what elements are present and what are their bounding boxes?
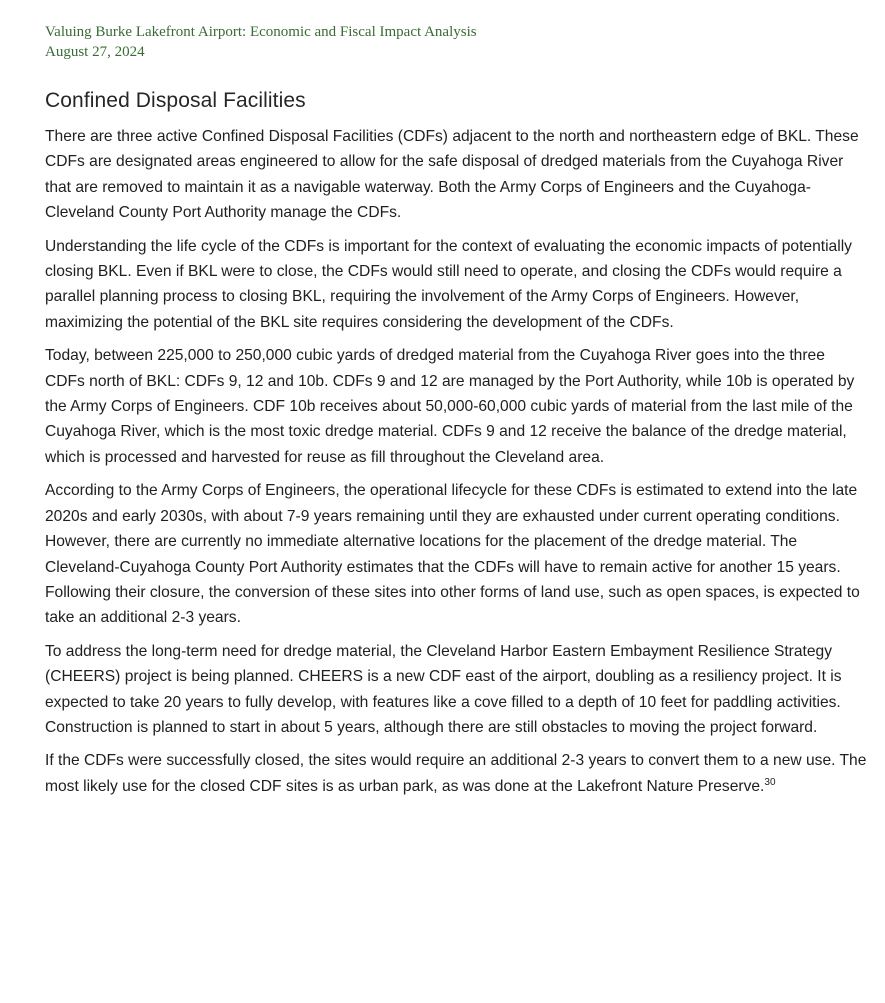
paragraph-4: According to the Army Corps of Engineers, the operational lifecycle for these CDFs is estimated to extend into the late 2020s and early 2030s, with about 7-9 years remaining until they are exhausted under current operating conditions. However, there are currently no immediate alternative locations for the placement of the dredge material. The Cleveland-Cuyahoga County Port Authority estimates that the CDFs will have to remain active for another 15 years. Following their closure, the conversion of these sites into other forms of land use, such as open spaces, is expected to take an additional 2-3 years. (45, 482, 860, 627)
paragraph-5: To address the long-term need for dredge material, the Cleveland Harbor Eastern Embayment Resilience Strategy (CHEERS) project is being planned. CHEERS is a new CDF east of the airport, doubling as a resiliency project. It is expected to take 20 years to fully develop, with features like a cove filled to a depth of 10 feet for paddling activities. Construction is planned to start in about 5 years, although there are still obstacles to moving the project forward. (45, 642, 842, 736)
paragraph-3: Today, between 225,000 to 250,000 cubic yards of dredged material from the Cuyahoga River goes into the three CDFs north of BKL: CDFs 9, 12 and 10b. CDFs 9 and 12 are managed by the Port Authority, while 10b is operated by the Army Corps of Engineers. CDF 10b receives about 50,000-60,000 cubic yards of material from the last mile of the Cuyahoga River, which is the most toxic dredge material. CDFs 9 and 12 receive the balance of the dredge material, which is processed and harvested for reuse as fill throughout the Cleveland area. (45, 347, 855, 466)
paragraph-6-text: If the CDFs were successfully closed, the sites would require an additional 2-3 years to convert them to a new use. The most likely use for the closed CDF sites is as urban park, as was done at the Lakefront Nature Preserve. (45, 752, 867, 795)
paragraph-6 (45, 748, 869, 799)
section-heading: Confined Disposal Facilities (45, 89, 306, 112)
running-header (45, 22, 869, 62)
report-title: Valuing Burke Lakefront Airport: Economic and Fiscal Impact Analysis (45, 24, 477, 40)
footnote-reference[interactable]: 30 (764, 776, 776, 788)
paragraph-2: Understanding the life cycle of the CDFs is important for the context of evaluating the economic impacts of potentially closing BKL. Even if BKL were to close, the CDFs would still need to operate, and closing the CDFs would require a parallel planning process to closing BKL, requiring the involvement of the Army Corps of Engineers. However, maximizing the potential of the BKL site requires considering the development of the CDFs. (45, 237, 852, 331)
paragraph-1: There are three active Confined Disposal Facilities (CDFs) adjacent to the north and northeastern edge of BKL. These CDFs are designated areas engineered to allow for the safe disposal of dredged materials from the Cuyahoga River that are removed to maintain it as a navigable waterway. Both the Army Corps of Engineers and the Cuyahoga-Cleveland County Port Authority manage the CDFs. (45, 128, 859, 222)
report-date: August 27, 2024 (45, 44, 145, 60)
section-body (45, 124, 869, 799)
